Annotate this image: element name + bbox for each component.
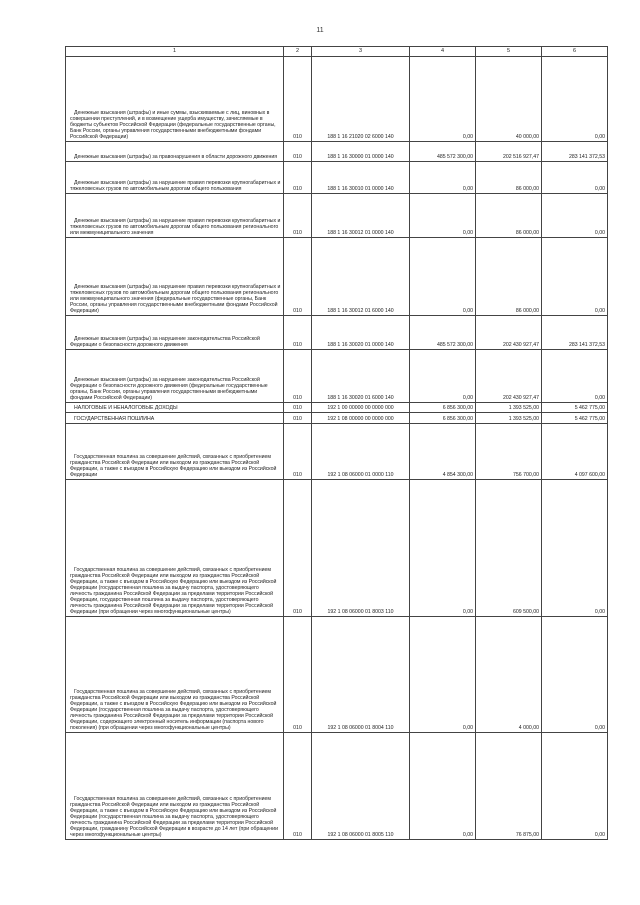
row-rest: 0,00	[542, 733, 608, 840]
row-fact: 609 500,00	[476, 480, 542, 617]
row-fact: 202 430 927,47	[476, 316, 542, 350]
row-fact: 1 393 525,00	[476, 413, 542, 424]
row-name-cell	[66, 350, 284, 403]
row-fact: 86 000,00	[476, 162, 542, 194]
row-rest: 0,00	[542, 57, 608, 142]
row-plan: 0,00	[410, 733, 476, 840]
row-fact: 202 430 927,47	[476, 350, 542, 403]
row-fact: 76 875,00	[476, 733, 542, 840]
row-name-cell	[66, 413, 284, 424]
row-fact: 756 700,00	[476, 424, 542, 480]
row-plan: 0,00	[410, 617, 476, 733]
column-header-row	[66, 47, 608, 57]
row-kbk: 188 1 16 30010 01 0000 140	[312, 162, 410, 194]
table-row	[66, 733, 608, 840]
row-rest: 283 141 372,53	[542, 142, 608, 162]
table-row	[66, 238, 608, 316]
row-name-cell	[66, 424, 284, 480]
row-kbk: 188 1 16 30020 01 6000 140	[312, 350, 410, 403]
row-plan: 4 854 300,00	[410, 424, 476, 480]
table-row	[66, 142, 608, 162]
column-header: 4	[410, 47, 476, 57]
row-kbk: 192 1 08 06000 01 0000 110	[312, 424, 410, 480]
table-row	[66, 403, 608, 413]
page-number: 11	[316, 27, 324, 34]
row-kbk: 188 1 16 30012 01 6000 140	[312, 238, 410, 316]
column-header: 3	[312, 47, 410, 57]
row-rest: 0,00	[542, 617, 608, 733]
row-name: ГОСУДАРСТВЕННАЯ ПОШЛИНА	[74, 416, 155, 422]
row-kbk: 188 1 16 30012 01 0000 140	[312, 194, 410, 238]
table-row	[66, 162, 608, 194]
row-name-cell	[66, 142, 284, 162]
row-name: Денежные взыскания (штрафы) за нарушение правил перевозки крупногабаритных и тяжеловесных грузов по автомобильным дорогам общего пользования	[70, 180, 281, 192]
row-rest: 283 141 372,53	[542, 316, 608, 350]
row-kbk: 192 1 08 06000 01 8003 110	[312, 480, 410, 617]
row-code: 010	[284, 316, 312, 350]
row-name: Денежные взыскания (штрафы) и иные суммы, взыскиваемые с лиц, виновных в совершении преступлений, и в возмещение ущерба имуществу, зачисляемые в бюджеты субъектов Российской Федерации (федеральные государственные органы, Банк России, органы управления государственными внебюджетными фондами Российской Федерации)	[70, 110, 276, 140]
row-name: Государственная пошлина за совершение действий, связанных с приобретением гражданства Российской Федерации или выходом из гражданства Российской Федерации, а также с въездом в Российскую Федерацию или выездом из Российской Федерации (государственная пошлина за выдачу паспорта, удостоверяющего личность гражданина Российской Федерации за пределами территории Российской Федерации, гражданину Российской Федерации в возрасте до 14 лет (при обращении через многофункциональные центры)	[70, 796, 278, 838]
table-row	[66, 617, 608, 733]
row-code: 010	[284, 162, 312, 194]
row-name-cell	[66, 238, 284, 316]
row-fact: 86 000,00	[476, 194, 542, 238]
table-row	[66, 57, 608, 142]
row-name: Денежные взыскания (штрафы) за правонарушения в области дорожного движения	[74, 154, 278, 160]
row-code: 010	[284, 617, 312, 733]
row-name: Государственная пошлина за совершение действий, связанных с приобретением гражданства Российской Федерации или выходом из гражданства Российской Федерации, а также с въездом в Российскую Федерацию или выездом из Российской Федерации	[70, 454, 277, 478]
row-rest: 0,00	[542, 238, 608, 316]
row-name: Денежные взыскания (штрафы) за нарушение законодательства Российской Федерации о безопасности дорожного движения (федеральные государственные органы, Банк России, органы управления государственными внебюджетными фондами Российской Федерации)	[70, 377, 268, 401]
row-name: Денежные взыскания (штрафы) за нарушение правил перевозки крупногабаритных и тяжеловесных грузов по автомобильным дорогам общего пользования регионального или межмуниципального значения (федеральные государственные органы, Банк России, органы управления государственными внебюджетными фондами Российской Федерации)	[70, 284, 281, 314]
row-code: 010	[284, 733, 312, 840]
row-code: 010	[284, 424, 312, 480]
table-row	[66, 480, 608, 617]
row-rest: 5 462 775,00	[542, 413, 608, 424]
row-name-cell	[66, 403, 284, 413]
row-fact: 202 516 927,47	[476, 142, 542, 162]
row-name-cell	[66, 57, 284, 142]
row-code: 010	[284, 403, 312, 413]
row-name-cell	[66, 162, 284, 194]
row-fact: 40 000,00	[476, 57, 542, 142]
row-kbk: 192 1 08 06000 01 8005 110	[312, 733, 410, 840]
row-rest: 0,00	[542, 162, 608, 194]
row-fact: 86 000,00	[476, 238, 542, 316]
row-fact: 4 000,00	[476, 617, 542, 733]
row-kbk: 192 1 00 00000 00 0000 000	[312, 403, 410, 413]
row-plan: 0,00	[410, 194, 476, 238]
row-code: 010	[284, 57, 312, 142]
row-rest: 4 097 600,00	[542, 424, 608, 480]
row-fact: 1 393 525,00	[476, 403, 542, 413]
row-plan: 485 572 300,00	[410, 316, 476, 350]
row-name-cell	[66, 617, 284, 733]
row-name-cell	[66, 316, 284, 350]
row-code: 010	[284, 350, 312, 403]
row-kbk: 188 1 16 30020 01 0000 140	[312, 316, 410, 350]
table-row	[66, 194, 608, 238]
revenue-table	[65, 46, 608, 840]
row-kbk: 188 1 16 30000 01 0000 140	[312, 142, 410, 162]
row-plan: 6 856 300,00	[410, 403, 476, 413]
row-name: Денежные взыскания (штрафы) за нарушение законодательства Российской Федерации о безопасности дорожного движения	[70, 336, 260, 348]
row-name-cell	[66, 733, 284, 840]
row-name-cell	[66, 194, 284, 238]
row-code: 010	[284, 480, 312, 617]
row-plan: 0,00	[410, 238, 476, 316]
row-plan: 485 572 300,00	[410, 142, 476, 162]
row-kbk: 192 1 08 06000 01 8004 110	[312, 617, 410, 733]
column-header: 1	[66, 47, 284, 57]
row-plan: 6 856 300,00	[410, 413, 476, 424]
row-plan: 0,00	[410, 57, 476, 142]
row-kbk: 192 1 08 00000 00 0000 000	[312, 413, 410, 424]
column-header: 6	[542, 47, 608, 57]
row-plan: 0,00	[410, 350, 476, 403]
row-kbk: 188 1 16 21020 02 6000 140	[312, 57, 410, 142]
table-row	[66, 350, 608, 403]
row-rest: 0,00	[542, 350, 608, 403]
row-name: Государственная пошлина за совершение действий, связанных с приобретением гражданства Российской Федерации или выходом из гражданства Российской Федерации, а также с въездом в Российскую Федерацию или выездом из Российской Федерации (государственная пошлина за выдачу паспорта, удостоверяющего личность гражданина Российской Федерации за пределами территории Российской Федерации, содержащего электронный носитель информации (паспорта нового поколения) (при обращении через многофункциональные центры)	[70, 689, 277, 731]
row-name-cell	[66, 480, 284, 617]
row-code: 010	[284, 142, 312, 162]
row-plan: 0,00	[410, 162, 476, 194]
table-row	[66, 316, 608, 350]
row-name: Денежные взыскания (штрафы) за нарушение правил перевозки крупногабаритных и тяжеловесных грузов по автомобильным дорогам общего пользования регионального или межмуниципального значения	[70, 218, 281, 236]
row-code: 010	[284, 413, 312, 424]
row-name: Государственная пошлина за совершение действий, связанных с приобретением гражданства Российской Федерации или выходом из гражданства Российской Федерации, а также с въездом в Российскую Федерацию или выездом из Российской Федерации (государственная пошлина за выдачу паспорта, удостоверяющего личность гражданина Российской Федерации за пределами территории Российской Федерации, государственная пошлина за выдачу паспорта, удостоверяющего личность гражданина Российской Федерации за пределами территории Российской Федерации (при обращении через многофункциональные центры)	[70, 567, 277, 615]
row-rest: 5 462 775,00	[542, 403, 608, 413]
column-header: 2	[284, 47, 312, 57]
row-code: 010	[284, 238, 312, 316]
table-row	[66, 413, 608, 424]
row-name: НАЛОГОВЫЕ И НЕНАЛОГОВЫЕ ДОХОДЫ	[74, 405, 178, 411]
row-code: 010	[284, 194, 312, 238]
row-plan: 0,00	[410, 480, 476, 617]
table-row	[66, 424, 608, 480]
row-rest: 0,00	[542, 480, 608, 617]
row-rest: 0,00	[542, 194, 608, 238]
column-header: 5	[476, 47, 542, 57]
